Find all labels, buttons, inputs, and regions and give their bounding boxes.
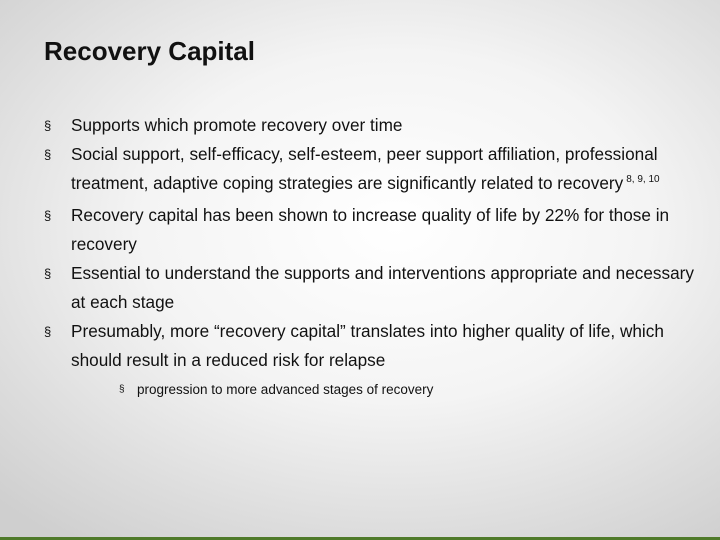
bullet-marker: §: [44, 266, 52, 281]
bullet-marker: §: [44, 324, 52, 339]
sub-bullet-text: progression to more advanced stages of recovery: [137, 382, 434, 397]
bullet-item: [44, 317, 694, 403]
bullet-item: [44, 201, 694, 259]
bullet-item: [44, 259, 694, 317]
bullet-text: Recovery capital has been shown to increase quality of life by 22% for those in recovery: [71, 205, 670, 254]
bullet-text: Social support, self-efficacy, self-esteem, peer support affiliation, professional treatment, adaptive coping strategies are significantly related to recovery: [71, 144, 658, 193]
sub-bullet-marker: §: [119, 384, 125, 395]
sub-bullet-item: [119, 377, 694, 403]
bullet-text: Presumably, more “recovery capital” translates into higher quality of life, which should result in a reduced risk for relapse: [71, 321, 664, 370]
bullet-marker: §: [44, 208, 52, 223]
bullet-item: [44, 111, 694, 140]
bullet-marker: §: [44, 147, 52, 162]
bullet-marker: §: [44, 118, 52, 133]
bullet-list: [44, 111, 694, 403]
sub-bullet-list: [71, 375, 694, 403]
bullet-item: [44, 140, 694, 201]
slide-title: Recovery Capital: [44, 36, 255, 66]
citation-superscript: 8, 9, 10: [626, 174, 660, 185]
bullet-text: Essential to understand the supports and interventions appropriate and necessary at each stage: [71, 263, 694, 312]
bullet-text: Supports which promote recovery over time: [71, 115, 403, 135]
